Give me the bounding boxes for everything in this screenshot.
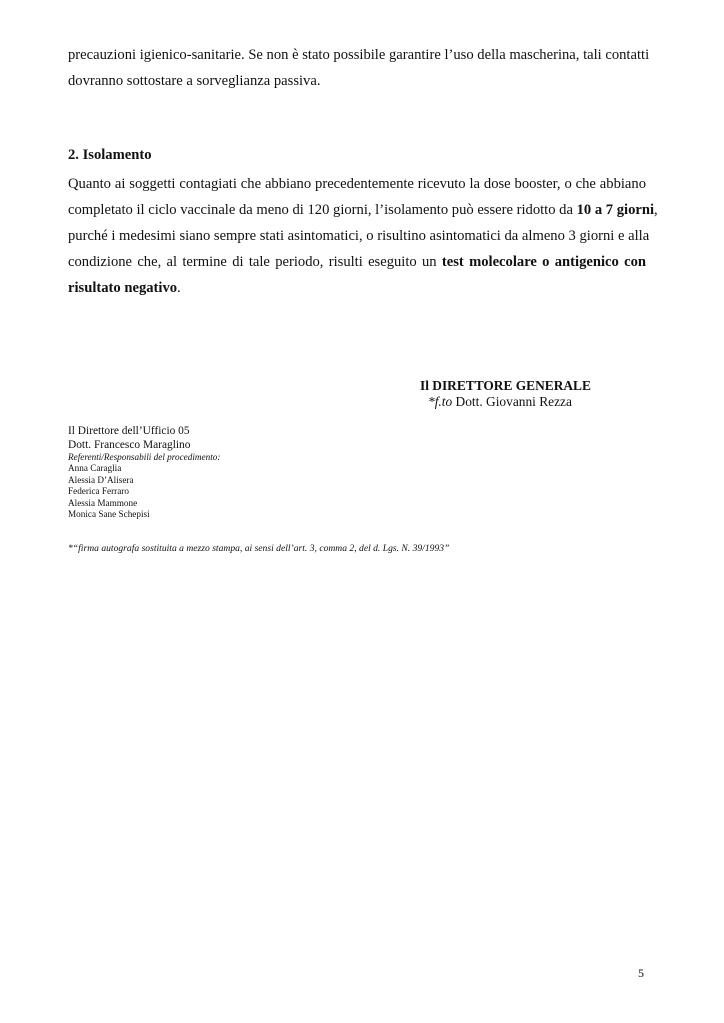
section-line [68, 197, 658, 223]
signature-prefix: *f.to [428, 394, 453, 409]
referent-name: Alessia D’Alisera [68, 474, 134, 485]
page-number: 5 [638, 966, 644, 980]
text-run: , [654, 202, 658, 218]
text-run: condizione che, al termine di tale periodo, risulti eseguito un [68, 254, 442, 270]
referent-name: Anna Caraglia [68, 463, 122, 474]
referents-block [68, 452, 220, 520]
text-run: completato il ciclo vaccinale da meno di 120 giorni, l’isolamento può essere ridotto da [68, 202, 577, 218]
referent-name: Alessia Mammone [68, 497, 138, 508]
referents-label: Referenti/Responsabili del procedimento: [68, 452, 221, 462]
bold-run: test molecolare o antigenico con [441, 254, 646, 270]
signature-title: Il DIRETTORE GENERALE [420, 378, 591, 393]
bold-run: risultato negativo [68, 280, 178, 296]
section-line: Quanto ai soggetti contagiati che abbiano precedentemente ricevuto la dose booster, o che abbiano [68, 176, 646, 192]
bold-run: 10 a 7 giorni [576, 202, 655, 218]
section-heading: 2. Isolamento [68, 147, 152, 163]
signature-name [420, 394, 591, 410]
intro-paragraph [68, 42, 650, 94]
signature-block [420, 378, 591, 410]
signature-person: Dott. Giovanni Rezza [452, 394, 572, 409]
intro-line: dovranno sottostare a sorveglianza passiva. [68, 73, 321, 89]
intro-line: precauzioni igienico-sanitarie. Se non è stato possibile garantire l’uso della mascherina, tali contatti [68, 47, 650, 63]
section-line: purché i medesimi siano sempre stati asintomatici, o risultino asintomatici da almeno 3 giorni e alla [68, 228, 650, 244]
section-line [68, 275, 646, 301]
office-name: Dott. Francesco Maraglino [68, 439, 191, 451]
office-role: Il Direttore dell’Ufficio 05 [68, 425, 190, 437]
office-block [68, 424, 190, 452]
section-paragraph [68, 171, 658, 301]
referent-name: Monica Sane Schepisi [68, 509, 150, 520]
section-line [68, 249, 646, 275]
text-run: . [177, 280, 181, 296]
footnote: *“firma autografa sostituita a mezzo stampa, ai sensi dell’art. 3, comma 2, del d. Lgs. N. 39/1993” [68, 543, 450, 554]
referent-name: Federica Ferraro [68, 486, 129, 497]
